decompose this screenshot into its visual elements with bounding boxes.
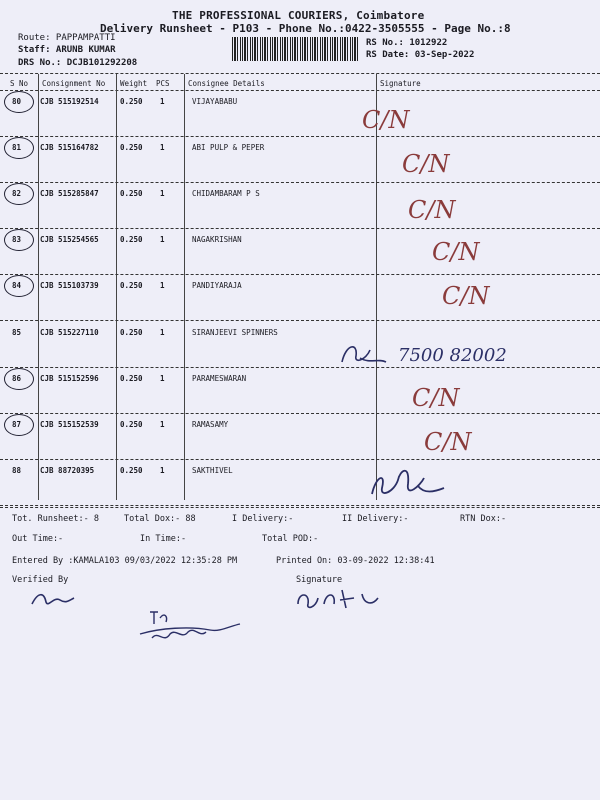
weight: 0.250 [120, 189, 143, 198]
consignee-name: SAKTHIVEL [192, 466, 233, 475]
handwritten-mark: C/N [408, 196, 456, 224]
verified-by: Verified By [12, 575, 69, 585]
signature-label: Signature [296, 575, 343, 585]
handwritten-phone: 7500 82002 [398, 345, 507, 366]
weight: 0.250 [120, 235, 143, 244]
consignee-name: NAGAKRISHAN [192, 235, 242, 244]
weight: 0.250 [120, 466, 143, 475]
consignment-number: CJB 515164782 [40, 143, 99, 152]
consignee-name: SIRANJEEVI SPINNERS [192, 328, 278, 337]
pieces: 1 [160, 328, 165, 337]
handwritten-mark: C/N [442, 282, 490, 310]
col-consignee: Consignee Details [188, 79, 265, 88]
consignee-name: VIJAYABABU [192, 97, 238, 106]
table-row [0, 275, 600, 321]
table-row [0, 414, 600, 460]
handwritten-mark: C/N [424, 428, 472, 456]
weight: 0.250 [120, 420, 143, 429]
route-label: Route: PAPPAMPATTI [18, 33, 116, 43]
pieces: 1 [160, 374, 165, 383]
entry-signature [130, 604, 250, 648]
col-consignment: Consignment No [42, 79, 106, 88]
pieces: 1 [160, 189, 165, 198]
pieces: 1 [160, 143, 165, 152]
table-row [0, 229, 600, 275]
serial-number: 83 [12, 235, 22, 244]
consignee-name: RAMASAMY [192, 420, 229, 429]
weight: 0.250 [120, 143, 143, 152]
serial-number: 81 [12, 143, 22, 152]
ii-delivery: II Delivery:- [342, 514, 409, 524]
totals-rule [0, 507, 600, 508]
i-delivery: I Delivery:- [232, 514, 294, 524]
col-pcs: PCS [156, 79, 170, 88]
out-time: Out Time:- [12, 534, 64, 544]
pieces: 1 [160, 420, 165, 429]
in-time: In Time:- [140, 534, 187, 544]
staff-label: Staff: ARUNB KUMAR [18, 45, 116, 55]
consignee-name: CHIDAMBARAM P S [192, 189, 260, 198]
row-divider [0, 505, 600, 506]
rtn-dox: RTN Dox:- [460, 514, 507, 524]
consignment-number: CJB 88720395 [40, 466, 95, 475]
rs-date: RS Date: 03-Sep-2022 [366, 50, 475, 60]
consignee-name: PANDIYARAJA [192, 281, 242, 290]
table-row [0, 368, 600, 414]
serial-number: 84 [12, 281, 22, 290]
pieces: 1 [160, 235, 165, 244]
consignee-name: PARAMESWARAN [192, 374, 247, 383]
entered-by: Entered By :KAMALA103 09/03/2022 12:35:28 PM [12, 556, 238, 566]
weight: 0.250 [120, 328, 143, 337]
runsheet-subtitle: Delivery Runsheet - P103 - Phone No.:0422-3505555 - Page No.:8 [100, 22, 511, 35]
pieces: 1 [160, 281, 165, 290]
table-row [0, 91, 600, 137]
barcode [232, 37, 358, 61]
table-row [0, 183, 600, 229]
signature-row-88 [364, 458, 454, 508]
handwritten-mark: C/N [432, 238, 480, 266]
total-pod: Total POD:- [262, 534, 319, 544]
verifier-signature [28, 586, 78, 612]
weight: 0.250 [120, 374, 143, 383]
serial-number: 80 [12, 97, 22, 106]
row-divider [0, 320, 600, 321]
signature-row-85 [336, 338, 396, 372]
consignment-number: CJB 515285847 [40, 189, 99, 198]
table-row [0, 460, 600, 506]
weight: 0.250 [120, 97, 143, 106]
consignment-number: CJB 515152596 [40, 374, 99, 383]
col-signature: Signature [380, 79, 421, 88]
printed-on: Printed On: 03-09-2022 12:38:41 [276, 556, 435, 566]
consignment-number: CJB 515254565 [40, 235, 99, 244]
serial-number: 82 [12, 189, 22, 198]
rs-number: RS No.: 1012922 [366, 38, 448, 48]
handwritten-mark: C/N [362, 106, 410, 134]
company-title: THE PROFESSIONAL COURIERS, Coimbatore [172, 9, 425, 22]
weight: 0.250 [120, 281, 143, 290]
col-sno: S No [10, 79, 29, 88]
consignment-number: CJB 515227110 [40, 328, 99, 337]
serial-number: 88 [12, 466, 22, 475]
consignment-number: CJB 515192514 [40, 97, 99, 106]
handwritten-mark: C/N [402, 150, 450, 178]
serial-number: 86 [12, 374, 22, 383]
serial-number: 85 [12, 328, 22, 337]
consignment-number: CJB 515152539 [40, 420, 99, 429]
drs-number: DRS No.: DCJB101292208 [18, 58, 138, 68]
total-dox: Total Dox:- 88 [124, 514, 196, 524]
serial-number: 87 [12, 420, 22, 429]
total-runsheet: Tot. Runsheet:- 8 [12, 514, 99, 524]
handwritten-mark: C/N [412, 384, 460, 412]
table-row [0, 322, 600, 368]
consignment-number: CJB 515103739 [40, 281, 99, 290]
table-row [0, 137, 600, 183]
pieces: 1 [160, 97, 165, 106]
consignee-name: ABI PULP & PEPER [192, 143, 265, 152]
col-weight: Weight [120, 79, 148, 88]
pieces: 1 [160, 466, 165, 475]
staff-signature [292, 584, 392, 614]
header-rule-top [0, 73, 600, 74]
